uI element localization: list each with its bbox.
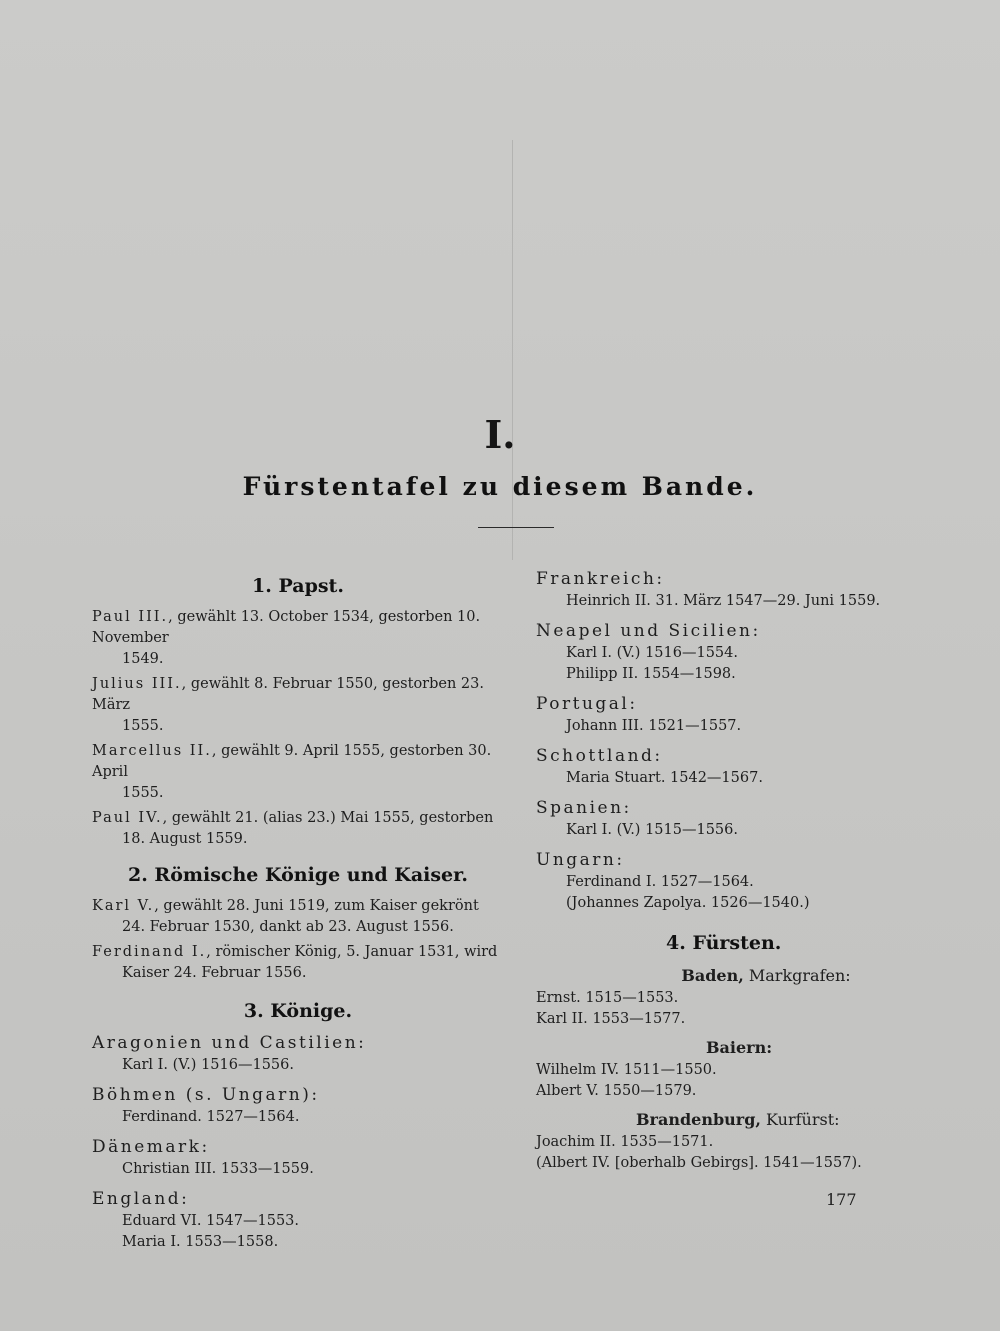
ruler-entry: Albert V. 1550—1579. (536, 1083, 697, 1099)
subsection-title: Markgrafen: (743, 966, 851, 985)
list-item (92, 896, 504, 938)
ruler-entry: Joachim II. 1535—1571. (536, 1134, 714, 1150)
entry-name: Paul IV. (92, 810, 163, 826)
country-name: Dänemark: (92, 1137, 210, 1157)
ruler-entry: Wilhelm IV. 1511—1550. (536, 1062, 717, 1078)
entry-continuation: 1555. (122, 785, 164, 801)
ruler-entry: Karl II. 1553—1577. (536, 1011, 686, 1027)
entry-name: Ferdinand I. (92, 944, 207, 960)
ruler-entry: Johann III. 1521—1557. (566, 718, 742, 734)
entry-continuation: 1549. (122, 651, 164, 667)
ruler-entry: Heinrich II. 31. März 1547—29. Juni 1559. (566, 593, 881, 609)
entry-name: Paul III. (92, 609, 169, 625)
country-name: Neapel und Sicilien: (536, 621, 761, 641)
list-item (92, 607, 504, 670)
subsection-brandenburg (536, 1108, 906, 1132)
ruler-entry: Karl I. (V.) 1516—1556. (122, 1057, 294, 1073)
list-item (92, 808, 504, 850)
section-heading-papst: 1. Papst. (252, 575, 344, 597)
subsection-baden (536, 964, 906, 988)
ruler-entry: Ferdinand I. 1527—1564. (566, 874, 754, 890)
country-name: Ungarn: (536, 850, 625, 870)
subsection-name: Baiern: (706, 1038, 773, 1057)
part-numeral: I. (484, 412, 516, 457)
entry-name: Karl V. (92, 898, 155, 914)
ruler-entry: (Albert IV. [oberhalb Gebirgs]. 1541—1557). (536, 1155, 862, 1171)
right-column (536, 568, 906, 1174)
ruler-entry: Maria Stuart. 1542—1567. (566, 770, 763, 786)
left-column (92, 575, 504, 1253)
ruler-entry: Karl I. (V.) 1516—1554. (566, 645, 738, 661)
country-name: Aragonien und Castilien: (92, 1033, 367, 1053)
list-item (92, 942, 504, 984)
country-name: Schottland: (536, 746, 663, 766)
ruler-entry: Eduard VI. 1547—1553. (122, 1213, 300, 1229)
subsection-baiern (536, 1036, 906, 1060)
entry-text: , gewählt 9. April 1555, gestorben 30. April (92, 743, 492, 780)
title-divider (478, 527, 554, 528)
section-heading-koenige: 3. Könige. (243, 1000, 353, 1022)
entry-text: , gewählt 21. (alias 23.) Mai 1555, gestorben (162, 810, 494, 826)
entry-text: , gewählt 13. October 1534, gestorben 10. November (92, 609, 481, 646)
ruler-entry: Karl I. (V.) 1515—1556. (566, 822, 738, 838)
section-heading-fuersten: 4. Fürsten. (666, 932, 782, 954)
subsection-title: Kurfürst: (760, 1110, 840, 1129)
page-title: Fürstentafel zu diesem Bande. (242, 472, 758, 501)
ruler-entry: (Johannes Zapolya. 1526—1540.) (566, 895, 810, 911)
entry-text: , gewählt 8. Februar 1550, gestorben 23. März (92, 676, 484, 713)
ruler-entry: Ferdinand. 1527—1564. (122, 1109, 300, 1125)
country-name: Böhmen (s. Ungarn): (92, 1085, 320, 1105)
section-heading-kaiser: 2. Römische Könige und Kaiser. (127, 864, 469, 886)
country-name: Spanien: (536, 798, 632, 818)
subsection-name: Baden, (681, 966, 744, 985)
ruler-entry: Philipp II. 1554—1598. (566, 666, 736, 682)
list-item (92, 674, 504, 737)
list-item (92, 741, 504, 804)
ruler-entry: Ernst. 1515—1553. (536, 990, 679, 1006)
country-name: England: (92, 1189, 190, 1209)
ruler-entry: Christian III. 1533—1559. (122, 1161, 314, 1177)
page-number: 177 (826, 1190, 857, 1209)
country-name: Frankreich: (536, 569, 665, 589)
entry-continuation: Kaiser 24. Februar 1556. (122, 965, 307, 981)
entry-text: , römischer König, 5. Januar 1531, wird (206, 944, 498, 960)
entry-text: , gewählt 28. Juni 1519, zum Kaiser gekrönt (154, 898, 479, 914)
entry-name: Julius III. (92, 676, 182, 692)
ruler-entry: Maria I. 1553—1558. (122, 1234, 279, 1250)
entry-continuation: 18. August 1559. (122, 831, 248, 847)
entry-name: Marcellus II. (92, 743, 212, 759)
entry-continuation: 24. Februar 1530, dankt ab 23. August 1556. (122, 919, 454, 935)
country-name: Portugal: (536, 694, 638, 714)
entry-continuation: 1555. (122, 718, 164, 734)
subsection-name: Brandenburg, (636, 1110, 761, 1129)
